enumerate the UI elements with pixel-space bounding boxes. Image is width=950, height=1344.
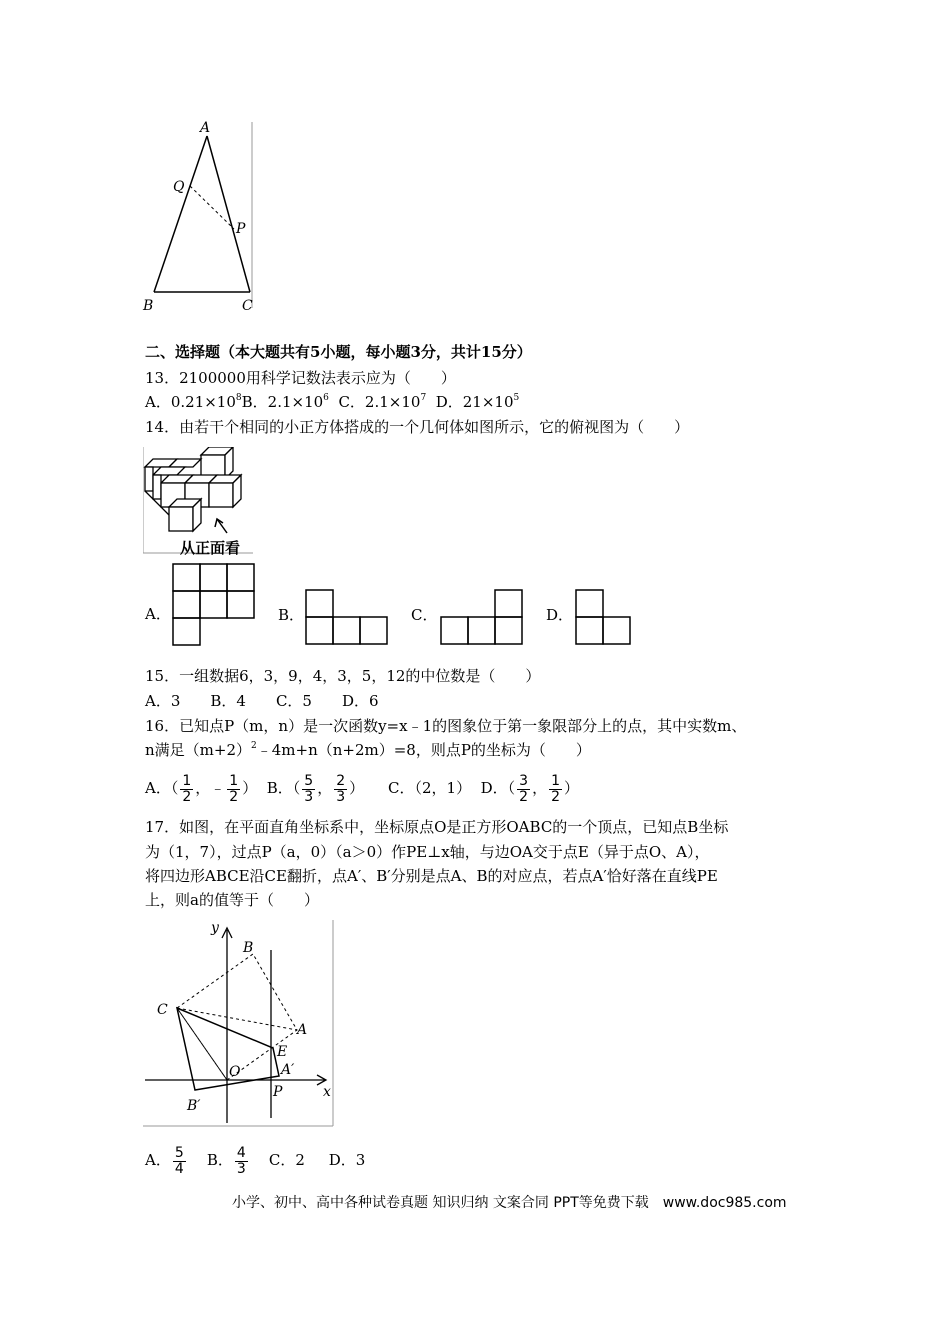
q14-option-b-figure <box>305 589 389 646</box>
q14-option-a-label: A． <box>145 605 171 623</box>
label-q: Q <box>173 179 185 195</box>
triangle-figure <box>140 118 260 313</box>
label-e: E <box>277 1044 288 1060</box>
q14-option-c-label: C． <box>411 606 438 624</box>
section-title: 二、选择题（本大题共有5小题，每小题3分，共计15分） <box>145 343 532 361</box>
q17-stem-3: 将四边形ABCE沿CE翻折，点A′、B′分别是点A、B的对应点，若点A′恰好落在直线PE <box>145 867 718 885</box>
q13-stem: 13．2100000用科学记数法表示应为（ ） <box>145 369 456 387</box>
label-a-prime: A′ <box>281 1062 295 1078</box>
label-c: C <box>157 1002 168 1018</box>
q17-option-d: D．3 <box>328 1151 366 1169</box>
label-y: y <box>211 920 219 936</box>
q17-stem-1: 17．如图，在平面直角坐标系中，坐标原点O是正方形OABC的一个顶点，已知点B坐标 <box>145 818 729 836</box>
q15-stem: 15．一组数据6，3，9，4，3，5，12的中位数是（ ） <box>145 667 541 685</box>
q17-option-b: B． $\frac{4}{3}$ <box>206 1144 246 1177</box>
figure-caption: 从正面看 <box>180 539 241 557</box>
q13-options: A．$0.21\times 10^8B$．$2.1\times 10^6$ C．$2.1\times 10^7$ D．$21\times 10^5$ <box>145 393 520 411</box>
q16-stem-1: 16．已知点P（m，n）是一次函数y=x﹣1的图象位于第一象限部分上的点，其中实数m、 <box>145 717 747 735</box>
q17-stem-2: 为（1，7），过点P（a，0）（a＞0）作PE⊥x轴，与边OA交于点E（异于点O、A）， <box>145 843 710 861</box>
q17-option-c: C．2 <box>268 1151 305 1169</box>
page-footer: 小学、初中、高中各种试卷真题 知识归纳 文案合同 PPT等免费下载 www.doc985.com <box>232 1195 787 1211</box>
label-b: B <box>243 940 254 956</box>
q16-stem-2: n满足$(m+2)^2﹣4m+n(n+2m)=8$，则点P的坐标为（ ） <box>145 741 591 759</box>
q14-option-b-label: B． <box>278 606 305 624</box>
label-a: A <box>200 120 211 136</box>
q14-option-a-figure <box>172 563 256 647</box>
label-o: O <box>229 1064 241 1080</box>
coordinate-figure <box>143 918 338 1128</box>
label-c: C <box>242 298 253 313</box>
q16-option-a: A．（ $\frac{1}{2}$ ，﹣ $\frac{1}{2}$ ） <box>145 772 258 805</box>
label-p: P <box>273 1084 283 1100</box>
q17-option-a: A． $\frac{5}{4}$ <box>145 1144 184 1177</box>
label-p: P <box>236 221 246 237</box>
q16-option-c: C．（2，1） <box>388 779 472 797</box>
q14-stem: 14．由若干个相同的小正方体搭成的一个几何体如图所示，它的俯视图为（ ） <box>145 418 690 436</box>
q16-options <box>145 772 579 805</box>
q16-option-b: B．（ $\frac{5}{3}$ ， $\frac{2}{3}$ ） <box>266 772 365 805</box>
q16-option-d: D．（ $\frac{3}{2}$ ， $\frac{1}{2}$ ） <box>480 772 580 805</box>
q14-option-c-figure <box>440 589 524 646</box>
q17-stem-4: 上，则a的值等于（ ） <box>145 891 319 909</box>
label-a: A <box>297 1022 308 1038</box>
q17-options <box>145 1144 365 1177</box>
q14-option-d-figure <box>575 589 632 646</box>
label-b: B <box>143 298 154 313</box>
label-x: x <box>323 1084 331 1100</box>
q15-options: A．3 B．4 C．5 D．6 <box>145 692 379 710</box>
q14-option-d-label: D． <box>546 606 574 624</box>
label-b-prime: B′ <box>187 1098 201 1114</box>
